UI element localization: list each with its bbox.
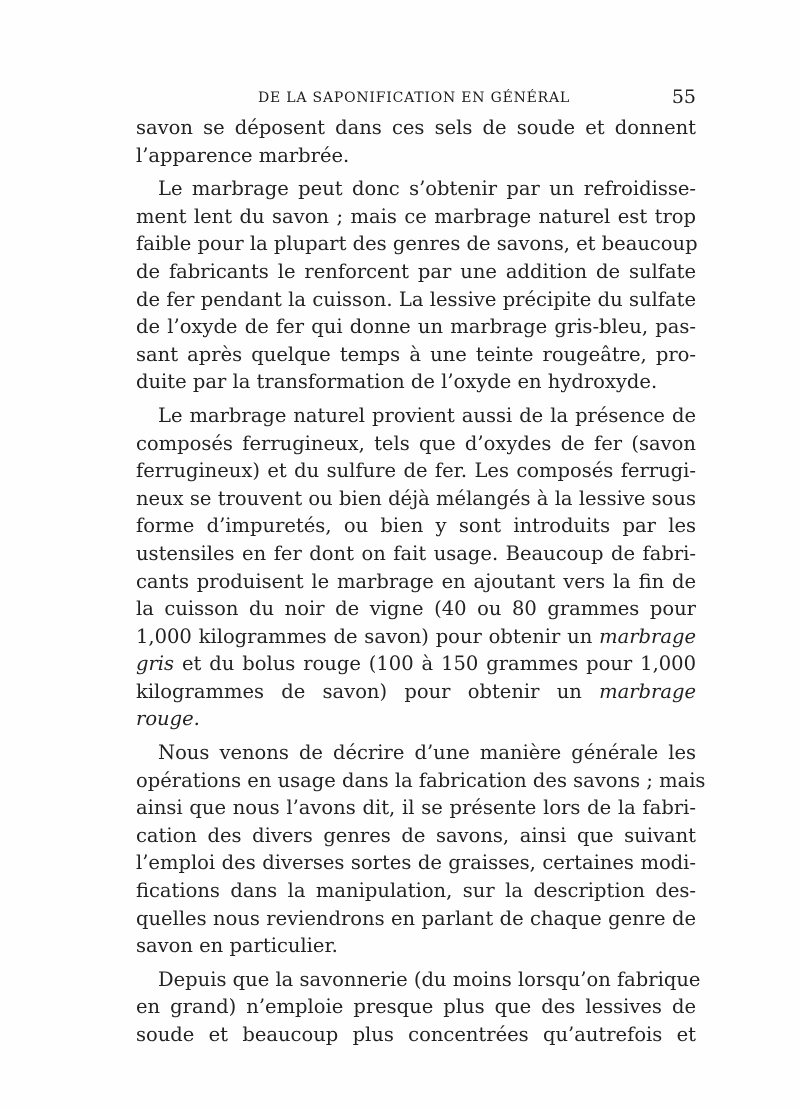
italic-marbrage-rouge-term: marbrage bbox=[599, 679, 696, 703]
text-line: 1,000 kilogrammes de savon) pour obtenir un marbrage bbox=[136, 624, 696, 648]
text-line: opérations en usage dans la fabrication des savons ; mais bbox=[136, 768, 706, 792]
text-line: en grand) n’emploie presque plus que des lessives de bbox=[136, 995, 696, 1019]
text-line: de fabricants le renforcent par une addition de sulfate bbox=[136, 259, 696, 283]
text-line: savon se déposent dans ces sels de soude et donnent bbox=[136, 116, 696, 139]
text-line: soude et beaucoup plus concentrées qu’autrefois et bbox=[136, 1023, 696, 1046]
text-line: la cuisson du noir de vigne (40 ou 80 grammes pour bbox=[136, 597, 696, 621]
paragraph bbox=[136, 966, 701, 1049]
text-line: forme d’impuretés, ou bien y sont introduits par les bbox=[136, 514, 696, 538]
page-number: 55 bbox=[671, 86, 696, 108]
text-line: ment lent du savon ; mais ce marbrage naturel est trop bbox=[136, 204, 696, 228]
text-line: l’apparence marbrée. bbox=[136, 143, 350, 167]
text-line: de fer pendant la cuisson. La lessive précipite du sulfate bbox=[136, 287, 696, 311]
body-text bbox=[136, 114, 706, 1049]
text-line: cation des divers genres de savons, ainsi que suivant bbox=[136, 823, 696, 847]
text-line: ainsi que nous l’avons dit, il se présente lors de la fabri- bbox=[136, 796, 696, 820]
running-header bbox=[258, 86, 696, 110]
text-line: Le marbrage peut donc s’obtenir par un refroidisse- bbox=[158, 177, 696, 201]
text-line bbox=[136, 705, 696, 733]
text-line: savon en particulier. bbox=[136, 934, 338, 958]
text-line: ustensiles en fer dont on fait usage. Beaucoup de fabri- bbox=[136, 541, 696, 565]
text-line: ferrugineux) et du sulfure de fer. Les composés ferrugi- bbox=[136, 459, 696, 483]
text-line: Depuis que la savonnerie (du moins lorsqu’on fabrique bbox=[158, 967, 701, 991]
paragraph bbox=[136, 402, 696, 733]
text-line: composés ferrugineux, tels que d’oxydes de fer (savon bbox=[136, 431, 696, 455]
running-title: DE LA SAPONIFICATION EN GÉNÉRAL bbox=[258, 90, 571, 106]
text-line: fications dans la manipulation, sur la description des- bbox=[136, 879, 696, 903]
text-line: duite par la transformation de l’oxyde en hydroxyde. bbox=[136, 370, 658, 394]
text-line: Le marbrage naturel provient aussi de la présence de bbox=[158, 403, 696, 427]
italic-marbrage-gris-term: marbrage bbox=[599, 624, 696, 648]
paragraph bbox=[136, 739, 706, 960]
text-line: faible pour la plupart des genres de savons, et beaucoup bbox=[136, 232, 698, 256]
text-line: sant après quelque temps à une teinte rougeâtre, pro- bbox=[136, 342, 696, 366]
paragraph bbox=[136, 175, 696, 396]
text-line: neux se trouvent ou bien déjà mélangés à la lessive sous bbox=[136, 486, 696, 510]
text-line: cants produisent le marbrage en ajoutant vers la fin de bbox=[136, 569, 696, 593]
text-line: kilogrammes de savon) pour obtenir un marbrage bbox=[136, 679, 696, 703]
italic-gris-term: gris bbox=[136, 652, 175, 676]
text-line: quelles nous reviendrons en parlant de chaque genre de bbox=[136, 906, 696, 930]
italic-rouge-term: rouge. bbox=[136, 707, 200, 731]
paragraph bbox=[136, 114, 696, 169]
text-line: de l’oxyde de fer qui donne un marbrage gris-bleu, pas- bbox=[136, 315, 696, 339]
text-line: Nous venons de décrire d’une manière générale les bbox=[158, 741, 696, 765]
text-line: l’emploi des diverses sortes de graisses, certaines modi- bbox=[136, 851, 696, 875]
text-line: gris et du bolus rouge (100 à 150 grammes pour 1,000 bbox=[136, 652, 696, 676]
